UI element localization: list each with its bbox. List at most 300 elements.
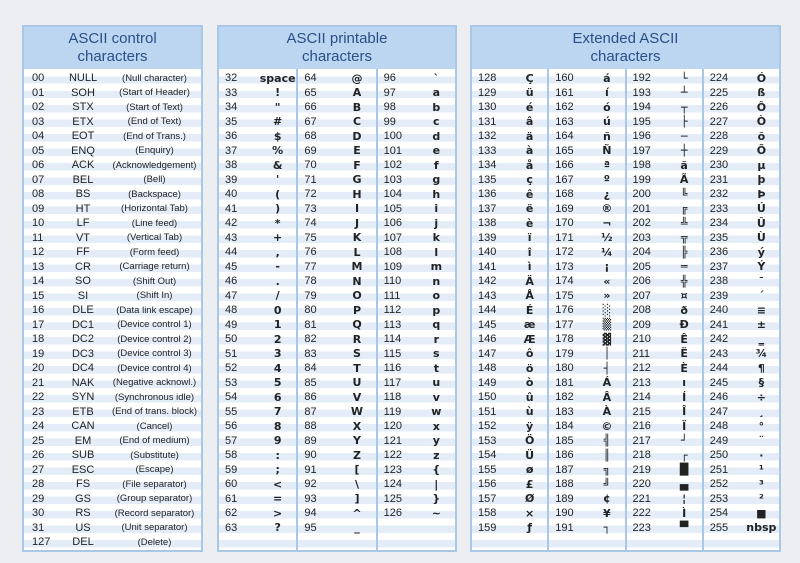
char-row (627, 187, 702, 202)
char-glyph: ┴ (680, 86, 688, 100)
char-code: 198 (632, 159, 651, 172)
char-row (627, 506, 702, 521)
char-code: 247 (709, 405, 729, 418)
char-code: 135 (478, 173, 497, 186)
char-row (704, 71, 779, 86)
abbreviation: DC4 (71, 362, 94, 375)
char-glyph: u (432, 376, 441, 390)
char-row (298, 129, 375, 144)
char-glyph: ¯ (758, 274, 765, 288)
abbreviation: CAN (71, 420, 95, 433)
char-code: 206 (632, 275, 651, 288)
char-row (298, 448, 375, 463)
char-row (219, 361, 296, 376)
table-column (549, 69, 626, 550)
char-row (378, 202, 455, 217)
char-glyph: ≡ (756, 303, 766, 317)
char-row (378, 463, 455, 478)
char-row (378, 274, 455, 289)
char-code: 138 (478, 217, 497, 230)
char-code: 242 (709, 333, 729, 346)
char-code: 50 (225, 333, 238, 346)
char-glyph: Ö (524, 434, 535, 448)
char-row (627, 477, 702, 492)
char-code: 222 (632, 507, 651, 520)
char-glyph: « (603, 274, 611, 288)
char-row (627, 129, 702, 144)
description: (Start of Text) (126, 101, 183, 113)
char-code: 210 (632, 333, 651, 346)
char-row (704, 187, 779, 202)
description: (Device control 2) (117, 333, 192, 345)
char-code: 125 (383, 492, 403, 505)
char-code: 90 (304, 449, 317, 462)
char-row (472, 274, 547, 289)
char-glyph: ö (525, 361, 534, 375)
char-row (627, 332, 702, 347)
char-glyph: 0 (273, 303, 282, 317)
control-row (24, 144, 201, 159)
char-glyph: * (274, 216, 281, 230)
printable-header (219, 27, 455, 69)
char-code: 83 (304, 347, 317, 360)
char-row (219, 463, 296, 478)
char-row (472, 361, 547, 376)
char-glyph: ú (602, 115, 611, 129)
control-row (24, 100, 201, 115)
char-glyph: h (432, 187, 441, 201)
char-glyph: ¢ (603, 492, 611, 506)
char-row (704, 419, 779, 434)
abbreviation: BEL (72, 173, 94, 186)
char-glyph: n (432, 274, 441, 288)
char-code: 154 (478, 449, 497, 462)
char-row (627, 274, 702, 289)
char-row (627, 361, 702, 376)
char-row (704, 173, 779, 188)
char-glyph: | (434, 477, 439, 491)
char-code: 120 (383, 420, 403, 433)
char-row (472, 129, 547, 144)
char-code: 252 (709, 478, 729, 491)
char-code: 234 (709, 217, 729, 230)
control-row (24, 405, 201, 420)
char-code: 179 (555, 347, 574, 360)
char-row (704, 245, 779, 260)
abbreviation: NAK (71, 376, 95, 389)
control-row (24, 477, 201, 492)
code: 31 (32, 521, 45, 534)
description: (Record separator) (114, 507, 195, 519)
char-row (378, 173, 455, 188)
char-row (549, 521, 624, 536)
char-glyph: ; (275, 463, 280, 477)
char-row (472, 216, 547, 231)
char-row (627, 245, 702, 260)
char-row (378, 245, 455, 260)
code: 25 (32, 434, 45, 447)
code: 22 (32, 391, 45, 404)
char-row (549, 100, 624, 115)
char-code: 52 (225, 362, 238, 375)
code: 09 (32, 202, 45, 215)
char-row (549, 173, 624, 188)
code: 20 (32, 362, 45, 375)
char-code: 216 (632, 420, 651, 433)
char-glyph: e (432, 144, 441, 158)
char-row (627, 405, 702, 420)
char-glyph: ð (680, 303, 688, 317)
char-row (627, 419, 702, 434)
char-code: 99 (383, 115, 396, 128)
char-row (549, 289, 624, 304)
char-code: 231 (709, 173, 729, 186)
char-row (378, 332, 455, 347)
char-code: 238 (709, 275, 729, 288)
char-glyph: , (275, 245, 280, 259)
extended-table (472, 69, 779, 550)
char-code: 235 (709, 231, 729, 244)
char-row (704, 448, 779, 463)
char-glyph: ® (601, 202, 613, 216)
char-glyph: b (432, 100, 441, 114)
char-row (298, 231, 375, 246)
char-code: 47 (225, 289, 238, 302)
char-code: 91 (304, 463, 317, 476)
char-code: 121 (383, 434, 403, 447)
char-row (472, 303, 547, 318)
char-glyph: ½ (601, 231, 613, 245)
char-row (549, 71, 624, 86)
char-code: 160 (555, 72, 574, 85)
char-glyph: è (525, 216, 534, 230)
char-code: 77 (304, 260, 317, 273)
char-code: 148 (478, 362, 497, 375)
char-glyph: $ (273, 129, 282, 143)
abbreviation: DC2 (71, 333, 94, 346)
char-code: 108 (383, 246, 403, 259)
code: 24 (32, 420, 45, 433)
char-row (704, 86, 779, 101)
char-code: 147 (478, 347, 497, 360)
char-row (549, 434, 624, 449)
char-glyph: " (274, 100, 281, 114)
char-glyph: ` (433, 71, 440, 85)
abbreviation: DC3 (71, 347, 94, 360)
char-glyph: ò (525, 376, 534, 390)
char-code: 203 (632, 231, 651, 244)
char-row (627, 448, 702, 463)
printable-table (219, 69, 455, 550)
char-code: 34 (225, 101, 238, 114)
code: 17 (32, 318, 45, 331)
abbreviation: HT (75, 202, 91, 215)
char-code: 146 (478, 333, 497, 346)
char-code: 133 (478, 144, 497, 157)
description: (Group separator) (116, 493, 193, 505)
char-glyph: ÿ (526, 419, 534, 433)
char-glyph: 3 (273, 347, 282, 361)
control-row (24, 231, 201, 246)
char-row (298, 376, 375, 391)
code: 02 (32, 101, 45, 114)
char-row (298, 521, 375, 536)
char-row (378, 347, 455, 362)
char-glyph: ± (756, 318, 766, 332)
char-code: 51 (225, 347, 238, 360)
char-glyph: ç (526, 173, 533, 187)
char-row (219, 158, 296, 173)
char-row (472, 202, 547, 217)
char-code: 69 (304, 144, 317, 157)
description: (Acknowledgement) (112, 159, 197, 171)
char-glyph: ø (525, 463, 534, 477)
control-row (24, 158, 201, 173)
char-glyph: È (680, 361, 688, 375)
description: (Unit separator) (121, 522, 188, 534)
char-row (298, 202, 375, 217)
char-row (378, 144, 455, 159)
char-row (549, 129, 624, 144)
char-row (378, 376, 455, 391)
char-code: 33 (225, 86, 238, 99)
char-glyph: ¸ (758, 405, 765, 419)
char-code: 70 (304, 159, 317, 172)
char-code: 150 (478, 391, 497, 404)
char-code: 237 (709, 260, 729, 273)
char-glyph: © (601, 419, 613, 433)
char-code: 155 (478, 463, 497, 476)
char-row (298, 71, 375, 86)
char-glyph: ╝ (603, 477, 611, 491)
char-code: 45 (225, 260, 238, 273)
char-code: 36 (225, 130, 238, 143)
char-glyph: ª (603, 158, 610, 172)
char-code: 38 (225, 159, 238, 172)
char-glyph: ¡ (604, 260, 610, 274)
char-code: 56 (225, 420, 238, 433)
char-glyph: : (275, 448, 280, 462)
char-row (704, 260, 779, 275)
char-glyph: + (273, 231, 283, 245)
description: (Shift In) (136, 290, 173, 302)
char-glyph: Z (353, 448, 361, 462)
char-row (627, 376, 702, 391)
control-row (24, 115, 201, 130)
char-glyph: space (259, 71, 296, 85)
char-code: 37 (225, 144, 238, 157)
char-row (627, 463, 702, 478)
char-row (219, 144, 296, 159)
char-row (549, 274, 624, 289)
char-glyph: Ê (680, 332, 688, 346)
control-row (24, 318, 201, 333)
char-glyph: ¤ (680, 289, 688, 303)
control-row (24, 390, 201, 405)
char-code: 178 (555, 333, 574, 346)
char-glyph: Ç (525, 71, 534, 85)
table-column (704, 69, 779, 550)
char-glyph: ├ (680, 115, 688, 129)
char-glyph: ║ (603, 448, 611, 462)
char-code: 151 (478, 405, 497, 418)
char-row (472, 245, 547, 260)
char-code: 156 (478, 478, 497, 491)
char-glyph: ³ (758, 477, 764, 491)
char-glyph: R (352, 332, 362, 346)
char-code: 202 (632, 217, 651, 230)
char-row (549, 347, 624, 362)
char-code: 205 (632, 260, 651, 273)
char-row (704, 202, 779, 217)
char-glyph: > (273, 506, 283, 520)
char-code: 139 (478, 231, 497, 244)
description: (Device control 3) (117, 348, 192, 360)
char-glyph: Å (525, 289, 534, 303)
char-code: 165 (555, 144, 574, 157)
char-code: 113 (383, 318, 402, 331)
char-row (627, 289, 702, 304)
char-row (298, 434, 375, 449)
code: 04 (32, 130, 45, 143)
char-glyph: õ (757, 129, 766, 143)
char-row (627, 173, 702, 188)
char-code: 218 (632, 449, 651, 462)
char-glyph: 9 (273, 434, 282, 448)
description: (Cancel) (136, 420, 173, 432)
char-code: 174 (555, 275, 574, 288)
abbreviation: DC1 (71, 318, 94, 331)
char-code: 61 (225, 492, 238, 505)
char-code: 136 (478, 188, 497, 201)
table-column (378, 69, 455, 550)
char-row (378, 477, 455, 492)
description: (Line feed) (131, 217, 178, 229)
control-row (24, 347, 201, 362)
char-glyph: W (350, 405, 364, 419)
char-glyph: \ (354, 477, 359, 491)
char-glyph: { (432, 463, 441, 477)
char-row (219, 390, 296, 405)
char-glyph: │ (603, 347, 611, 361)
code: 23 (32, 405, 45, 418)
char-glyph: Þ (757, 187, 766, 201)
char-code: 57 (225, 434, 238, 447)
code: 18 (32, 333, 45, 346)
char-code: 169 (555, 202, 574, 215)
description: (Data link escape) (116, 304, 193, 316)
char-row (298, 463, 375, 478)
char-glyph: ¹ (758, 463, 764, 477)
code: 07 (32, 173, 45, 186)
abbreviation: SOH (71, 86, 95, 99)
char-code: 167 (555, 173, 574, 186)
char-code: 94 (304, 507, 317, 520)
char-glyph: Ã (679, 173, 689, 187)
char-row (549, 115, 624, 130)
char-glyph: ^ (352, 506, 362, 520)
char-glyph: ╩ (680, 216, 688, 230)
char-row (549, 187, 624, 202)
char-glyph: » (603, 289, 611, 303)
char-row (704, 289, 779, 304)
char-glyph: A (352, 86, 362, 100)
char-code: 107 (383, 231, 403, 244)
char-glyph: L (353, 245, 361, 259)
extended-characters-panel (470, 25, 781, 552)
code: 14 (32, 275, 45, 288)
char-glyph: ! (275, 86, 281, 100)
code: 11 (32, 231, 44, 244)
char-code: 221 (632, 492, 651, 505)
char-code: 92 (304, 478, 317, 491)
char-code: 201 (632, 202, 651, 215)
char-glyph: = (273, 492, 283, 506)
char-glyph: ┐ (603, 521, 611, 535)
description: (File separator) (122, 478, 187, 490)
char-code: 182 (555, 391, 574, 404)
char-code: 189 (555, 492, 574, 505)
code: 15 (32, 289, 45, 302)
control-header (24, 27, 201, 69)
control-row (24, 245, 201, 260)
char-glyph: i (434, 202, 439, 216)
char-code: 164 (555, 130, 574, 143)
char-row (704, 231, 779, 246)
char-row (298, 144, 375, 159)
char-code: 200 (632, 188, 651, 201)
char-code: 236 (709, 246, 729, 259)
control-row (24, 260, 201, 275)
char-glyph: # (273, 115, 283, 129)
char-glyph: ù (525, 405, 534, 419)
code: 21 (32, 376, 45, 389)
table-column (627, 69, 704, 550)
char-row (298, 477, 375, 492)
char-row (627, 303, 702, 318)
char-code: 245 (709, 376, 729, 389)
char-glyph: Ý (757, 260, 766, 274)
char-code: 132 (478, 130, 497, 143)
abbreviation: ETX (72, 115, 94, 128)
char-code: 53 (225, 376, 238, 389)
char-row (472, 434, 547, 449)
char-glyph: â (525, 115, 534, 129)
abbreviation: SO (75, 275, 91, 288)
char-glyph: l (434, 245, 439, 259)
char-code: 114 (383, 333, 402, 346)
char-code: 93 (304, 492, 317, 505)
char-row (627, 492, 702, 507)
char-code: 233 (709, 202, 729, 215)
code: 05 (32, 144, 45, 157)
char-row (219, 303, 296, 318)
char-row (219, 260, 296, 275)
char-glyph: ~ (431, 506, 441, 520)
control-row (24, 361, 201, 376)
header-line: characters (77, 48, 148, 65)
char-code: 207 (632, 289, 651, 302)
abbreviation: ETB (72, 405, 94, 418)
char-row (378, 434, 455, 449)
char-glyph: Û (756, 216, 766, 230)
char-code: 217 (632, 434, 651, 447)
char-code: 223 (632, 521, 651, 534)
char-glyph: nbsp (746, 521, 777, 535)
char-code: 153 (478, 434, 497, 447)
char-row (219, 71, 296, 86)
char-row (472, 463, 547, 478)
